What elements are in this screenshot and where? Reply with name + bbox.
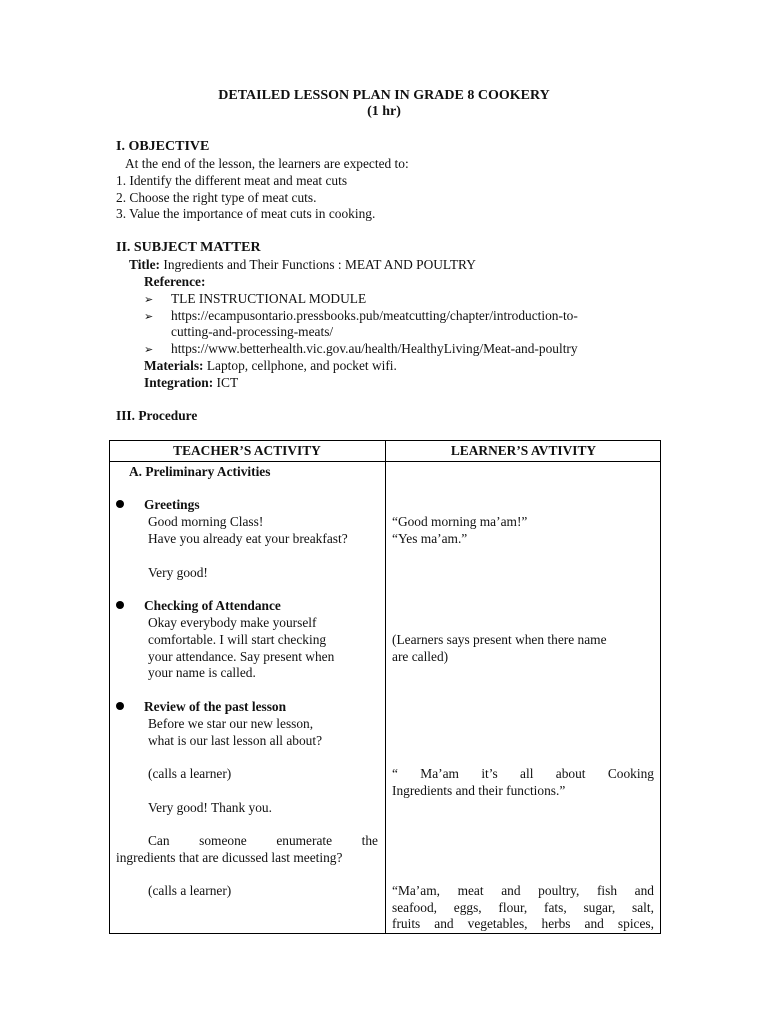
teacher-line: Okay everybody make yourself bbox=[148, 615, 317, 630]
learner-word: poultry, bbox=[538, 883, 580, 898]
teacher-word: someone bbox=[199, 833, 247, 848]
reference-link-continued: cutting-and-processing-meats/ bbox=[171, 324, 334, 339]
teacher-line: Have you already eat your breakfast? bbox=[148, 531, 348, 546]
learner-line: Ingredients and their functions.” bbox=[392, 783, 566, 798]
materials-value: Laptop, cellphone, and pocket wifi. bbox=[206, 358, 397, 373]
learner-word: spices, bbox=[617, 916, 654, 931]
learner-column-header: LEARNER’S AVTIVITY bbox=[450, 443, 597, 458]
learner-line: “Good morning ma’am!” bbox=[392, 514, 528, 529]
learner-word: eggs, bbox=[453, 900, 482, 915]
learner-word: Ma’am bbox=[420, 766, 459, 781]
learner-word: about bbox=[555, 766, 586, 781]
teacher-line: Very good! Thank you. bbox=[148, 800, 272, 815]
learner-word: vegetables, bbox=[467, 916, 528, 931]
learner-word: and bbox=[434, 916, 454, 931]
teacher-line: what is our last lesson all about? bbox=[148, 733, 323, 748]
bullet-icon bbox=[116, 500, 124, 508]
teacher-line: (calls a learner) bbox=[148, 883, 232, 898]
greetings-heading: Greetings bbox=[144, 497, 200, 512]
bullet-icon bbox=[116, 702, 124, 710]
integration-label: Integration: bbox=[144, 375, 214, 390]
teacher-word: the bbox=[361, 833, 378, 848]
learner-word: meat bbox=[457, 883, 484, 898]
section-preliminary-activities: A. Preliminary Activities bbox=[129, 464, 271, 479]
arrow-bullet-icon: ➢ bbox=[144, 343, 154, 356]
learner-word: all bbox=[520, 766, 534, 781]
table-header-divider bbox=[109, 461, 661, 462]
reference-link: https://ecampusontario.pressbooks.pub/meatcutting/chapter/introduction-to- bbox=[171, 308, 578, 323]
reference-item: TLE INSTRUCTIONAL MODULE bbox=[171, 291, 367, 306]
objective-item: 1. Identify the different meat and meat cuts bbox=[116, 173, 348, 188]
teacher-column-header: TEACHER’S ACTIVITY bbox=[173, 443, 321, 458]
learner-word: and bbox=[501, 883, 521, 898]
teacher-line: comfortable. I will start checking bbox=[148, 632, 327, 647]
learner-line-justified bbox=[392, 900, 654, 916]
learner-line: are called) bbox=[392, 649, 449, 664]
document-duration: (1 hr) bbox=[367, 104, 401, 119]
table-column-divider bbox=[385, 440, 386, 934]
learner-word: and bbox=[634, 883, 654, 898]
learner-word: salt, bbox=[632, 900, 654, 915]
bullet-icon bbox=[116, 601, 124, 609]
attendance-heading: Checking of Attendance bbox=[144, 598, 281, 613]
learner-word: fish bbox=[596, 883, 618, 898]
subject-title-label: Title: bbox=[129, 257, 160, 272]
document-title: DETAILED LESSON PLAN IN GRADE 8 COOKERY bbox=[218, 88, 550, 103]
teacher-word: Can bbox=[148, 833, 170, 848]
teacher-line: Before we star our new lesson, bbox=[148, 716, 314, 731]
review-heading: Review of the past lesson bbox=[144, 699, 287, 714]
materials-label: Materials: bbox=[144, 358, 204, 373]
objective-intro: At the end of the lesson, the learners are expected to: bbox=[125, 156, 409, 171]
learner-word: and bbox=[584, 916, 604, 931]
objective-item: 2. Choose the right type of meat cuts. bbox=[116, 190, 317, 205]
learner-line-justified bbox=[392, 916, 654, 932]
teacher-line: Good morning Class! bbox=[148, 514, 264, 529]
subject-title-row bbox=[129, 257, 476, 273]
teacher-line: your name is called. bbox=[148, 665, 256, 680]
integration-row bbox=[144, 375, 238, 391]
arrow-bullet-icon: ➢ bbox=[144, 293, 154, 306]
learner-line: (Learners says present when there name bbox=[392, 632, 607, 647]
learner-word: fruits bbox=[392, 916, 421, 931]
reference-label: Reference: bbox=[144, 274, 206, 289]
integration-value: ICT bbox=[216, 375, 239, 390]
procedure-heading: III. Procedure bbox=[116, 408, 198, 423]
objective-item: 3. Value the importance of meat cuts in cooking. bbox=[116, 206, 376, 221]
teacher-line: your attendance. Say present when bbox=[148, 649, 335, 664]
learner-word: “ bbox=[392, 766, 398, 781]
learner-line-justified bbox=[392, 883, 654, 899]
reference-link: https://www.betterhealth.vic.gov.au/health/HealthyLiving/Meat-and-poultry bbox=[171, 341, 578, 356]
learner-word: “Ma’am, bbox=[392, 883, 440, 898]
materials-row bbox=[144, 358, 397, 374]
teacher-line: Very good! bbox=[148, 565, 208, 580]
arrow-bullet-icon: ➢ bbox=[144, 310, 154, 323]
learner-line-justified bbox=[392, 766, 654, 782]
subject-matter-heading: II. SUBJECT MATTER bbox=[116, 240, 261, 255]
teacher-line: ingredients that are dicussed last meeting? bbox=[116, 850, 343, 865]
learner-word: it’s bbox=[481, 766, 498, 781]
learner-word: fats, bbox=[544, 900, 567, 915]
learner-word: flour, bbox=[498, 900, 528, 915]
teacher-word: enumerate bbox=[276, 833, 333, 848]
learner-word: sugar, bbox=[583, 900, 616, 915]
subject-title-value: Ingredients and Their Functions : MEAT AND POULTRY bbox=[163, 257, 476, 272]
learner-line: “Yes ma’am.” bbox=[392, 531, 468, 546]
objective-heading: I. OBJECTIVE bbox=[116, 139, 210, 154]
teacher-line: (calls a learner) bbox=[148, 766, 232, 781]
learner-word: herbs bbox=[541, 916, 571, 931]
learner-word: Cooking bbox=[607, 766, 654, 781]
teacher-line-justified bbox=[148, 833, 378, 849]
learner-word: seafood, bbox=[392, 900, 437, 915]
